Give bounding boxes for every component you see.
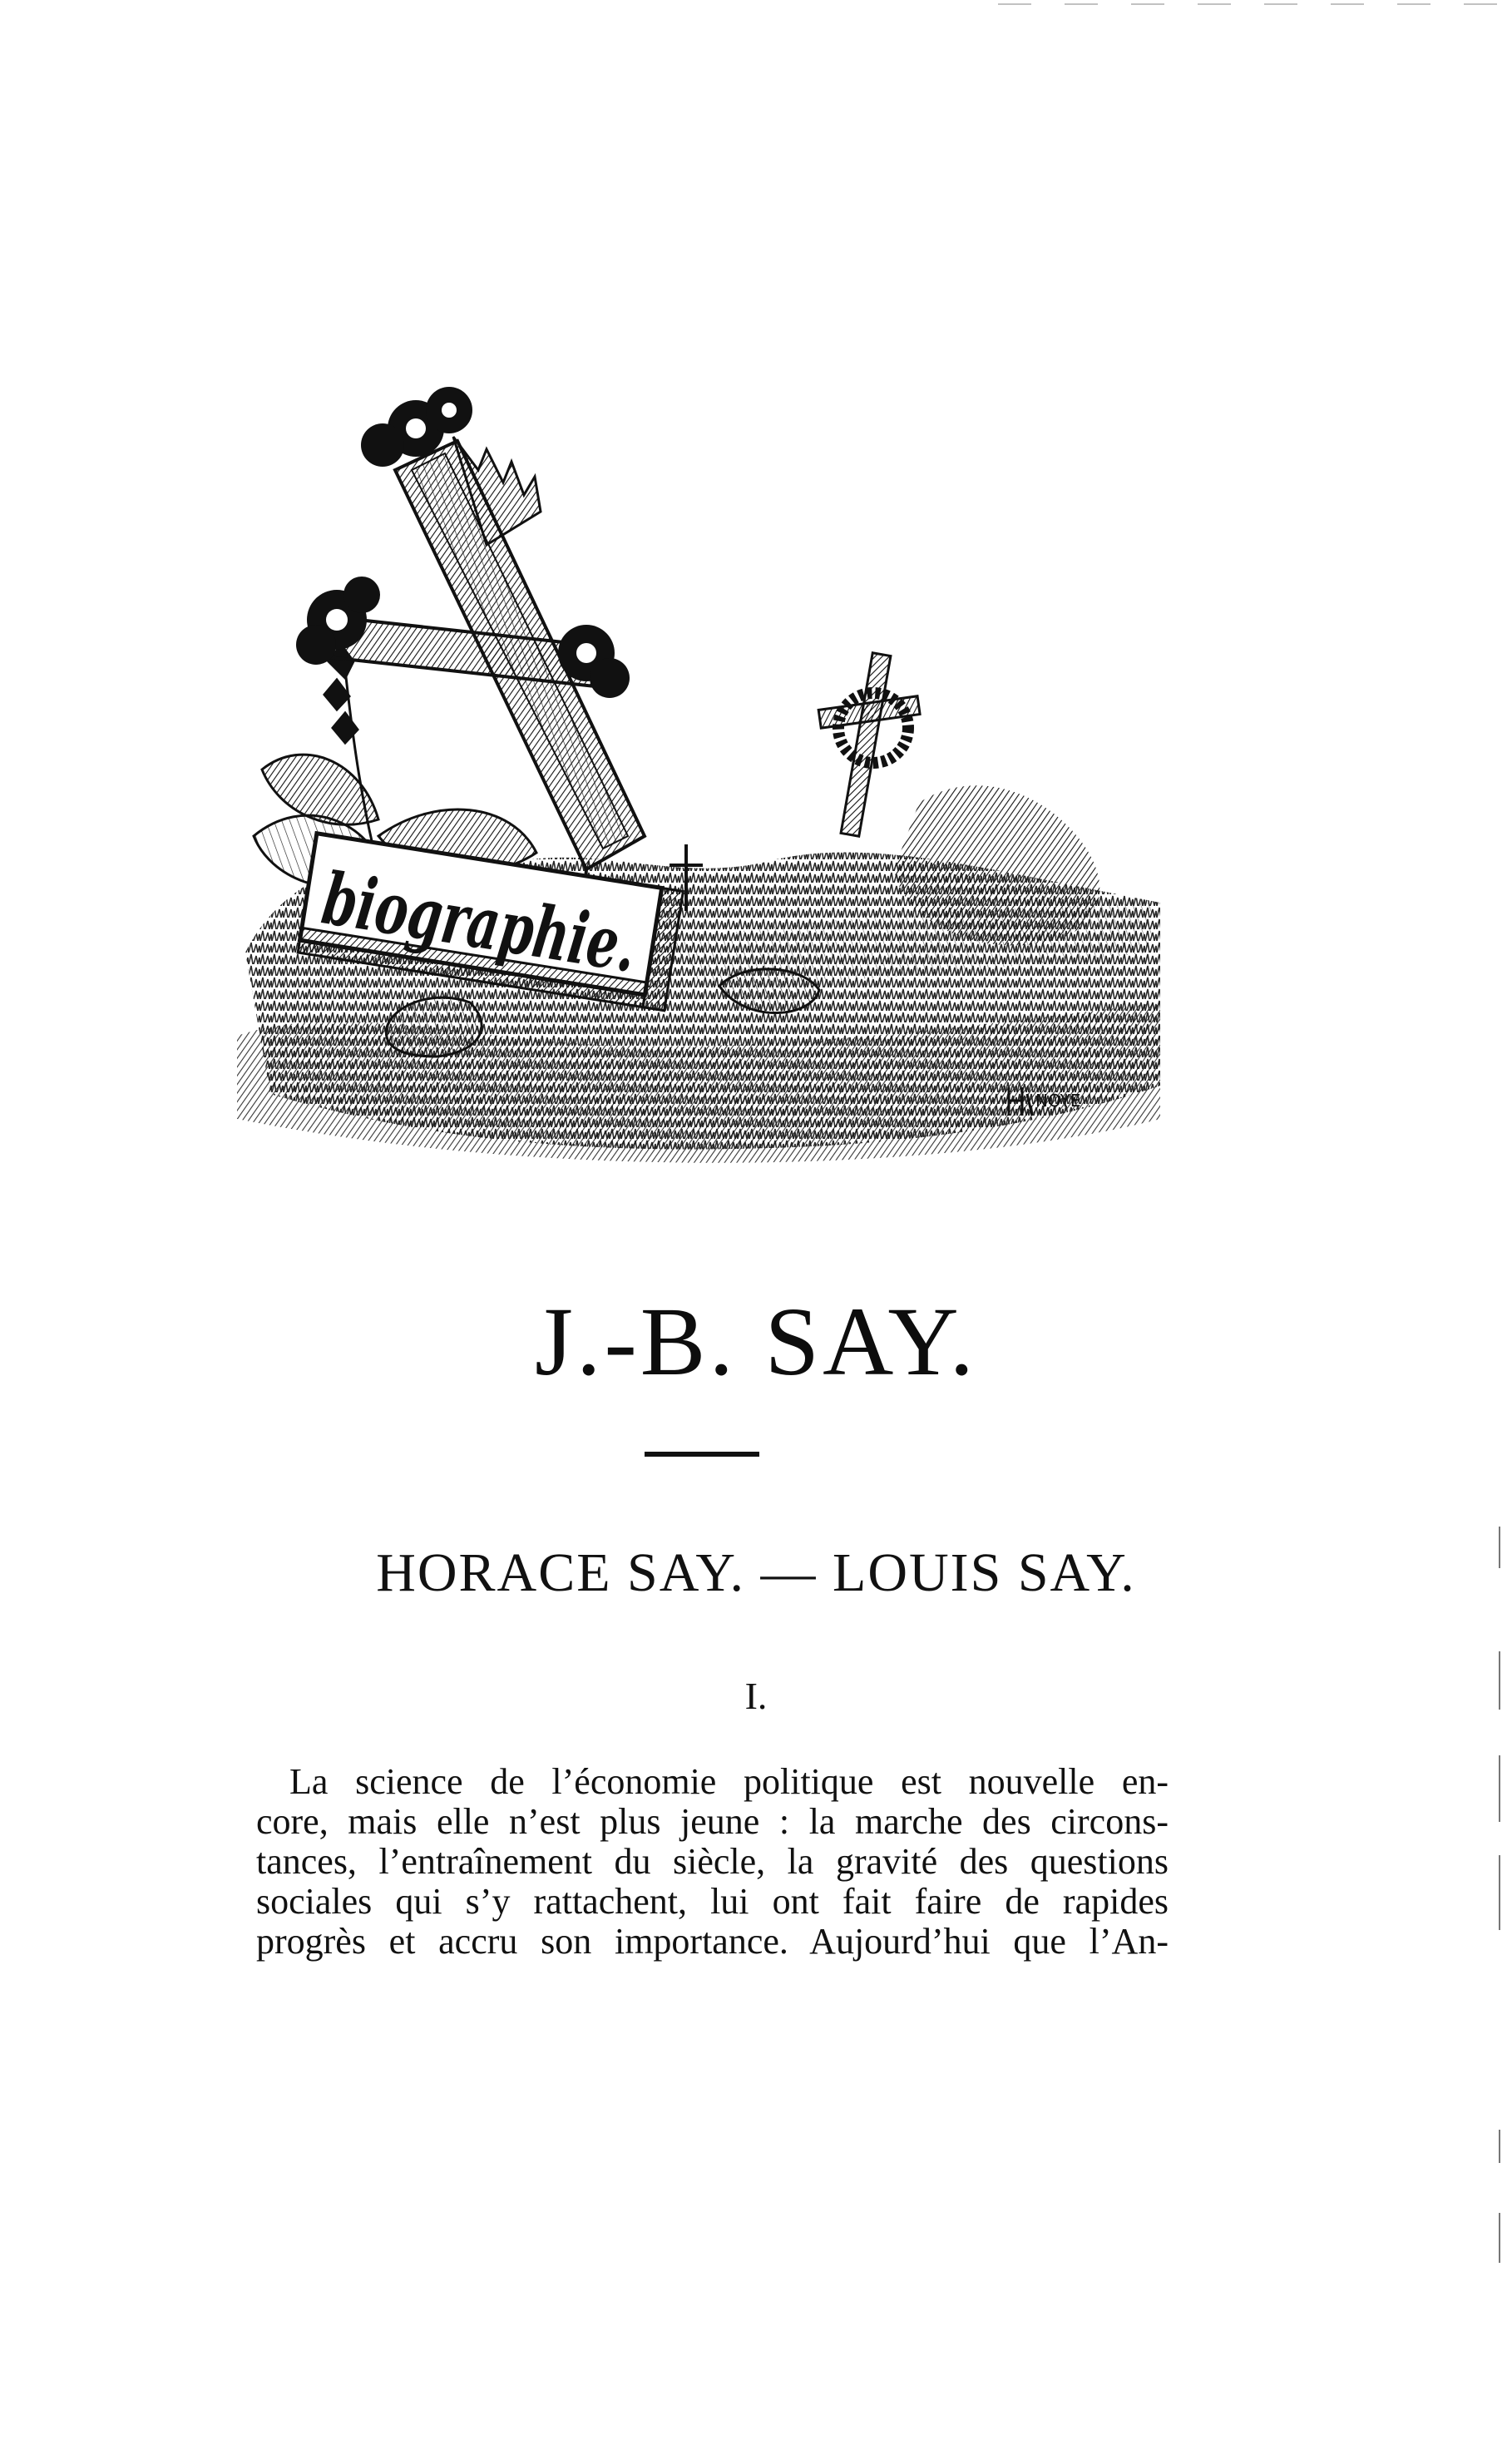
text-line: core, mais elle n’est plus jeune : la marche des circons- [256,1801,1169,1842]
vignette-banner-text: biographie. [316,856,783,1012]
section-number: I. [744,1675,768,1717]
body-paragraph [256,1762,1169,1962]
text-line: progrès et accru son importance. Aujourd’hui que l’An- [256,1921,1169,1962]
scan-edge-marks [998,3,1497,5]
signature-text: NOYE [1035,1091,1081,1111]
page-title: J.-B. SAY. [535,1287,977,1396]
text-line: La science de l’économie politique est nouvelle en- [289,1761,1169,1802]
title-rule-divider [645,1452,759,1457]
biography-vignette-illustration [237,370,1173,1215]
text-line: tances, l’entraînement du siècle, la gravité des questions [256,1841,1169,1882]
page-subtitle: HORACE SAY. — LOUIS SAY. [376,1542,1136,1603]
text-line: sociales qui s’y rattachent, lui ont fait faire de rapides [256,1881,1169,1922]
